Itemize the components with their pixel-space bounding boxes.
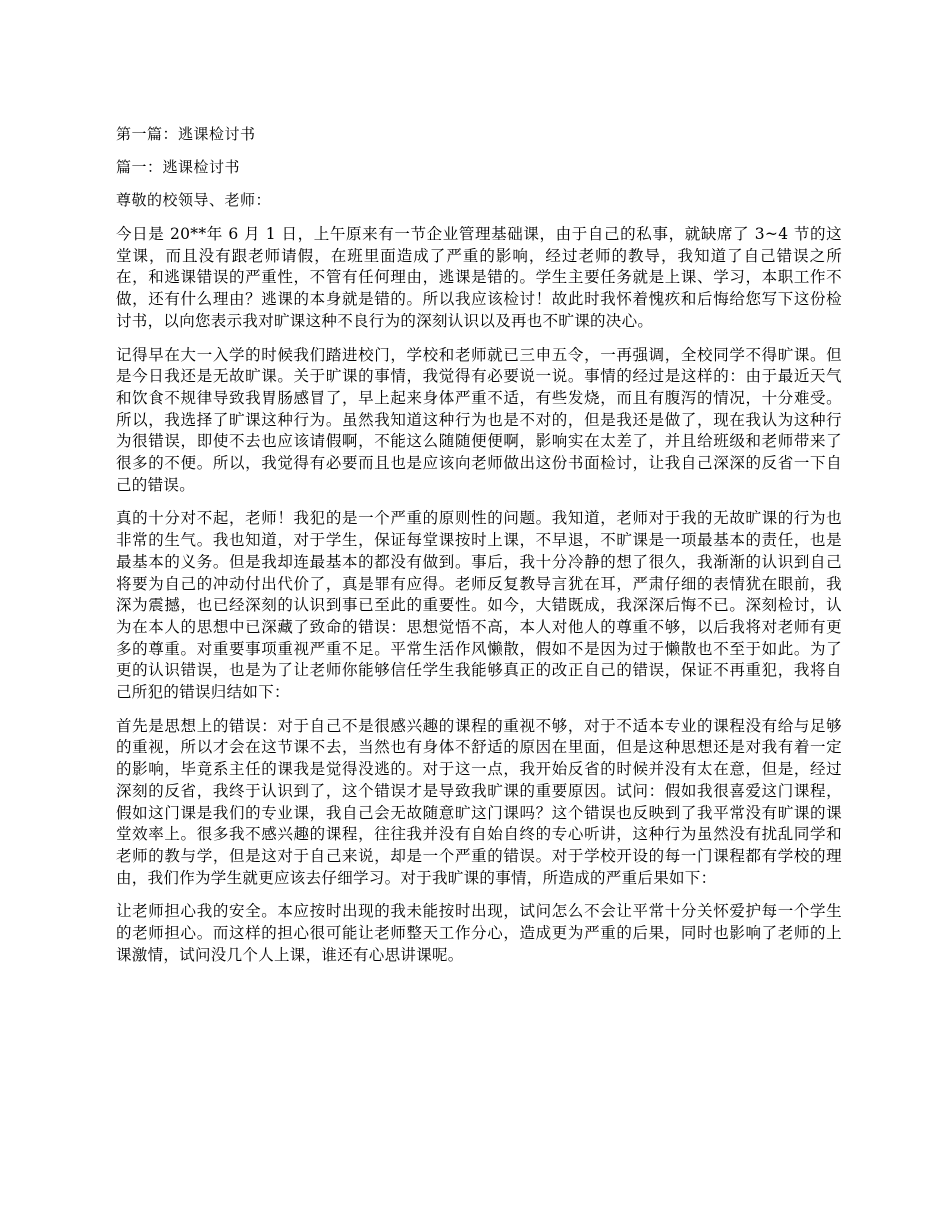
paragraph-3: 真的十分对不起，老师！我犯的是一个严重的原则性的问题。我知道，老师对于我的无故旷课的行为也非常的生气。我也知道，对于学生，保证每堂课按时上课，不早退，不旷课是一项最基本的责任，也是最基本的义务。但是我却连最基本的都没有做到。事后，我十分冷静的想了很久，我渐渐的认识到自己将要为自己的冲动付出代价了，真是罪有应得。老师反复教导言犹在耳，严肃仔细的表情犹在眼前，我深为震撼，也已经深刻的认识到事已至此的重要性。如今，大错既成，我深深后悔不已。深刻检讨，认为在本人的思想中已深藏了致命的错误：思想觉悟不高，本人对他人的尊重不够，以后我将对老师有更多的尊重。对重要事项重视严重不足。平常生活作风懒散，假如不是因为过于懒散也不至于如此。为了更的认识错误，也是为了让老师你能够信任学生我能够真正的改正自己的错误，保证不再重犯，我将自己所犯的错误归结如下：: [116, 509, 842, 702]
document-title: 第一篇：逃课检讨书: [116, 125, 256, 143]
document-subtitle: 篇一：逃课检讨书: [116, 158, 241, 176]
document-page: [116, 124, 842, 979]
paragraph-1: 今日是 20**年 6 月 1 日，上午原来有一节企业管理基础课，由于自己的私事，就缺席了 3~4 节的这堂课，而且没有跟老师请假，在班里面造成了严重的影响，经过老师的教导，我知道了自己错误之所在，和逃课错误的严重性，不管有任何理由，逃课是错的。学生主要任务就是上课、学习，本职工作不做，还有什么理由？逃课的本身就是错的。所以我应该检讨！故此时我怀着愧疚和后悔给您写下这份检讨书，以向您表示我对旷课这种不良行为的深刻认识以及再也不旷课的决心。: [116, 225, 842, 330]
salutation: 尊敬的校领导、老师：: [116, 191, 272, 209]
paragraph-4: 首先是思想上的错误：对于自己不是很感兴趣的课程的重视不够，对于不适本专业的课程没有给与足够的重视，所以才会在这节课不去，当然也有身体不舒适的原因在里面，但是这种思想还是对我有着一定的影响，毕竟系主任的课我是觉得没逃的。对于这一点，我开始反省的时候并没有太在意，但是，经过深刻的反省，我终于认识到了，这个错误才是导致我旷课的重要原因。试问：假如我很喜爱这门课程，假如这门课是我们的专业课，我自己会无故随意旷这门课吗？这个错误也反映到了我平常没有旷课的课堂效率上。很多我不感兴趣的课程，往往我并没有自始自终的专心听讲，这种行为虽然没有扰乱同学和老师的教与学，但是这对于自己来说，却是一个严重的错误。对于学校开设的每一门课程都有学校的理由，我们作为学生就更应该去仔细学习。对于我旷课的事情，所造成的严重后果如下：: [116, 716, 842, 887]
paragraph-5: 让老师担心我的安全。本应按时出现的我未能按时出现，试问怎么不会让平常十分关怀爱护每一个学生的老师担心。而这样的担心很可能让老师整天工作分心，造成更为严重的后果，同时也影响了老师的上课激情，试问没几个人上课，谁还有心思讲课呢。: [116, 902, 842, 964]
paragraph-2: 记得早在大一入学的时候我们踏进校门，学校和老师就已三申五令，一再强调，全校同学不得旷课。但是今日我还是无故旷课。关于旷课的事情，我觉得有必要说一说。事情的经过是这样的：由于最近天气和饮食不规律导致我胃肠感冒了，早上起来身体严重不适，有些发烧，而且有腹泻的情况，十分难受。所以，我选择了旷课这种行为。虽然我知道这种行为也是不对的，但是我还是做了，现在我认为这种行为很错误，即使不去也应该请假啊，不能这么随随便便啊，影响实在太差了，并且给班级和老师带来了很多的不便。所以，我觉得有必要而且也是应该向老师做出这份书面检讨，让我自己深深的反省一下自己的错误。: [116, 345, 842, 494]
